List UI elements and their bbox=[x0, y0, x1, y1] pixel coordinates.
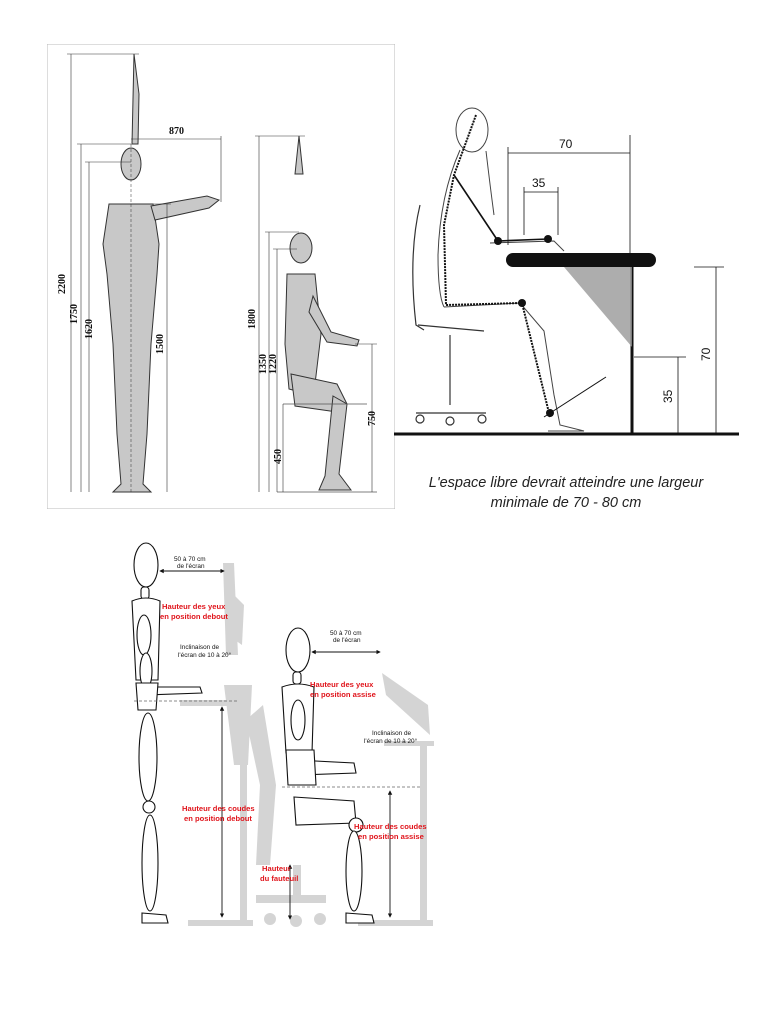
chair-height-line2: du fauteuil bbox=[260, 874, 299, 883]
dim-450: 450 bbox=[273, 449, 284, 464]
dim-1620: 1620 bbox=[84, 319, 95, 339]
seated-eye-height-line2: en position assise bbox=[310, 690, 376, 699]
dim-750: 750 bbox=[367, 411, 378, 426]
clearance-caption-line2: minimale de 70 - 80 cm bbox=[490, 495, 642, 511]
anthropometry-diagram bbox=[47, 44, 395, 509]
dim-870: 870 bbox=[169, 126, 184, 137]
standing-elbow-height-line1: Hauteur des coudes bbox=[182, 804, 255, 813]
seated-elbow-height-line1: Hauteur des coudes bbox=[354, 822, 427, 831]
dim-height-35: 35 bbox=[661, 389, 675, 403]
dim-1800: 1800 bbox=[247, 309, 258, 329]
standing-tilt-line2: l'écran de 10 à 20° bbox=[178, 652, 232, 659]
dim-1500: 1500 bbox=[155, 334, 166, 354]
dim-width-35: 35 bbox=[532, 176, 546, 190]
dim-1750: 1750 bbox=[69, 304, 80, 324]
seated-elbow-height-line2: en position assise bbox=[358, 832, 424, 841]
office-chair bbox=[413, 205, 486, 425]
seated-person-outline bbox=[438, 108, 584, 431]
seated-distance-line2: de l'écran bbox=[333, 637, 361, 644]
dim-1350: 1350 bbox=[258, 354, 269, 374]
dim-height-70: 70 bbox=[699, 347, 713, 361]
dim-width-70: 70 bbox=[559, 137, 573, 151]
standing-tilt-line1: Inclinaison de bbox=[180, 644, 220, 651]
standing-distance-line1: 50 à 70 cm bbox=[174, 556, 206, 563]
workstation-clearance-diagram bbox=[394, 95, 739, 515]
standing-eye-height-line2: en position debout bbox=[160, 612, 228, 621]
screen-ergonomics-panel bbox=[128, 535, 438, 930]
seated-distance-line1: 50 à 70 cm bbox=[330, 630, 362, 637]
dim-2200: 2200 bbox=[57, 274, 68, 294]
seated-tilt-line2: l'écran de 10 à 20° bbox=[364, 738, 418, 745]
standing-distance-line2: de l'écran bbox=[177, 563, 205, 570]
workstation-clearance-panel bbox=[394, 95, 739, 515]
standing-eye-height-line1: Hauteur des yeux bbox=[162, 602, 226, 611]
clearance-caption-line1: L'espace libre devrait atteindre une largeur bbox=[428, 475, 704, 491]
seated-eye-height-line1: Hauteur des yeux bbox=[310, 680, 374, 689]
dim-1220: 1220 bbox=[268, 354, 279, 374]
standing-elbow-height-line2: en position debout bbox=[184, 814, 252, 823]
anthropometry-panel bbox=[47, 44, 395, 509]
desk-top bbox=[506, 253, 656, 267]
seated-tilt-line1: Inclinaison de bbox=[372, 730, 412, 737]
standing-mannequin bbox=[132, 543, 202, 923]
screen-ergonomics-diagram bbox=[128, 535, 438, 930]
chair-height-line1: Hauteur bbox=[262, 864, 291, 873]
